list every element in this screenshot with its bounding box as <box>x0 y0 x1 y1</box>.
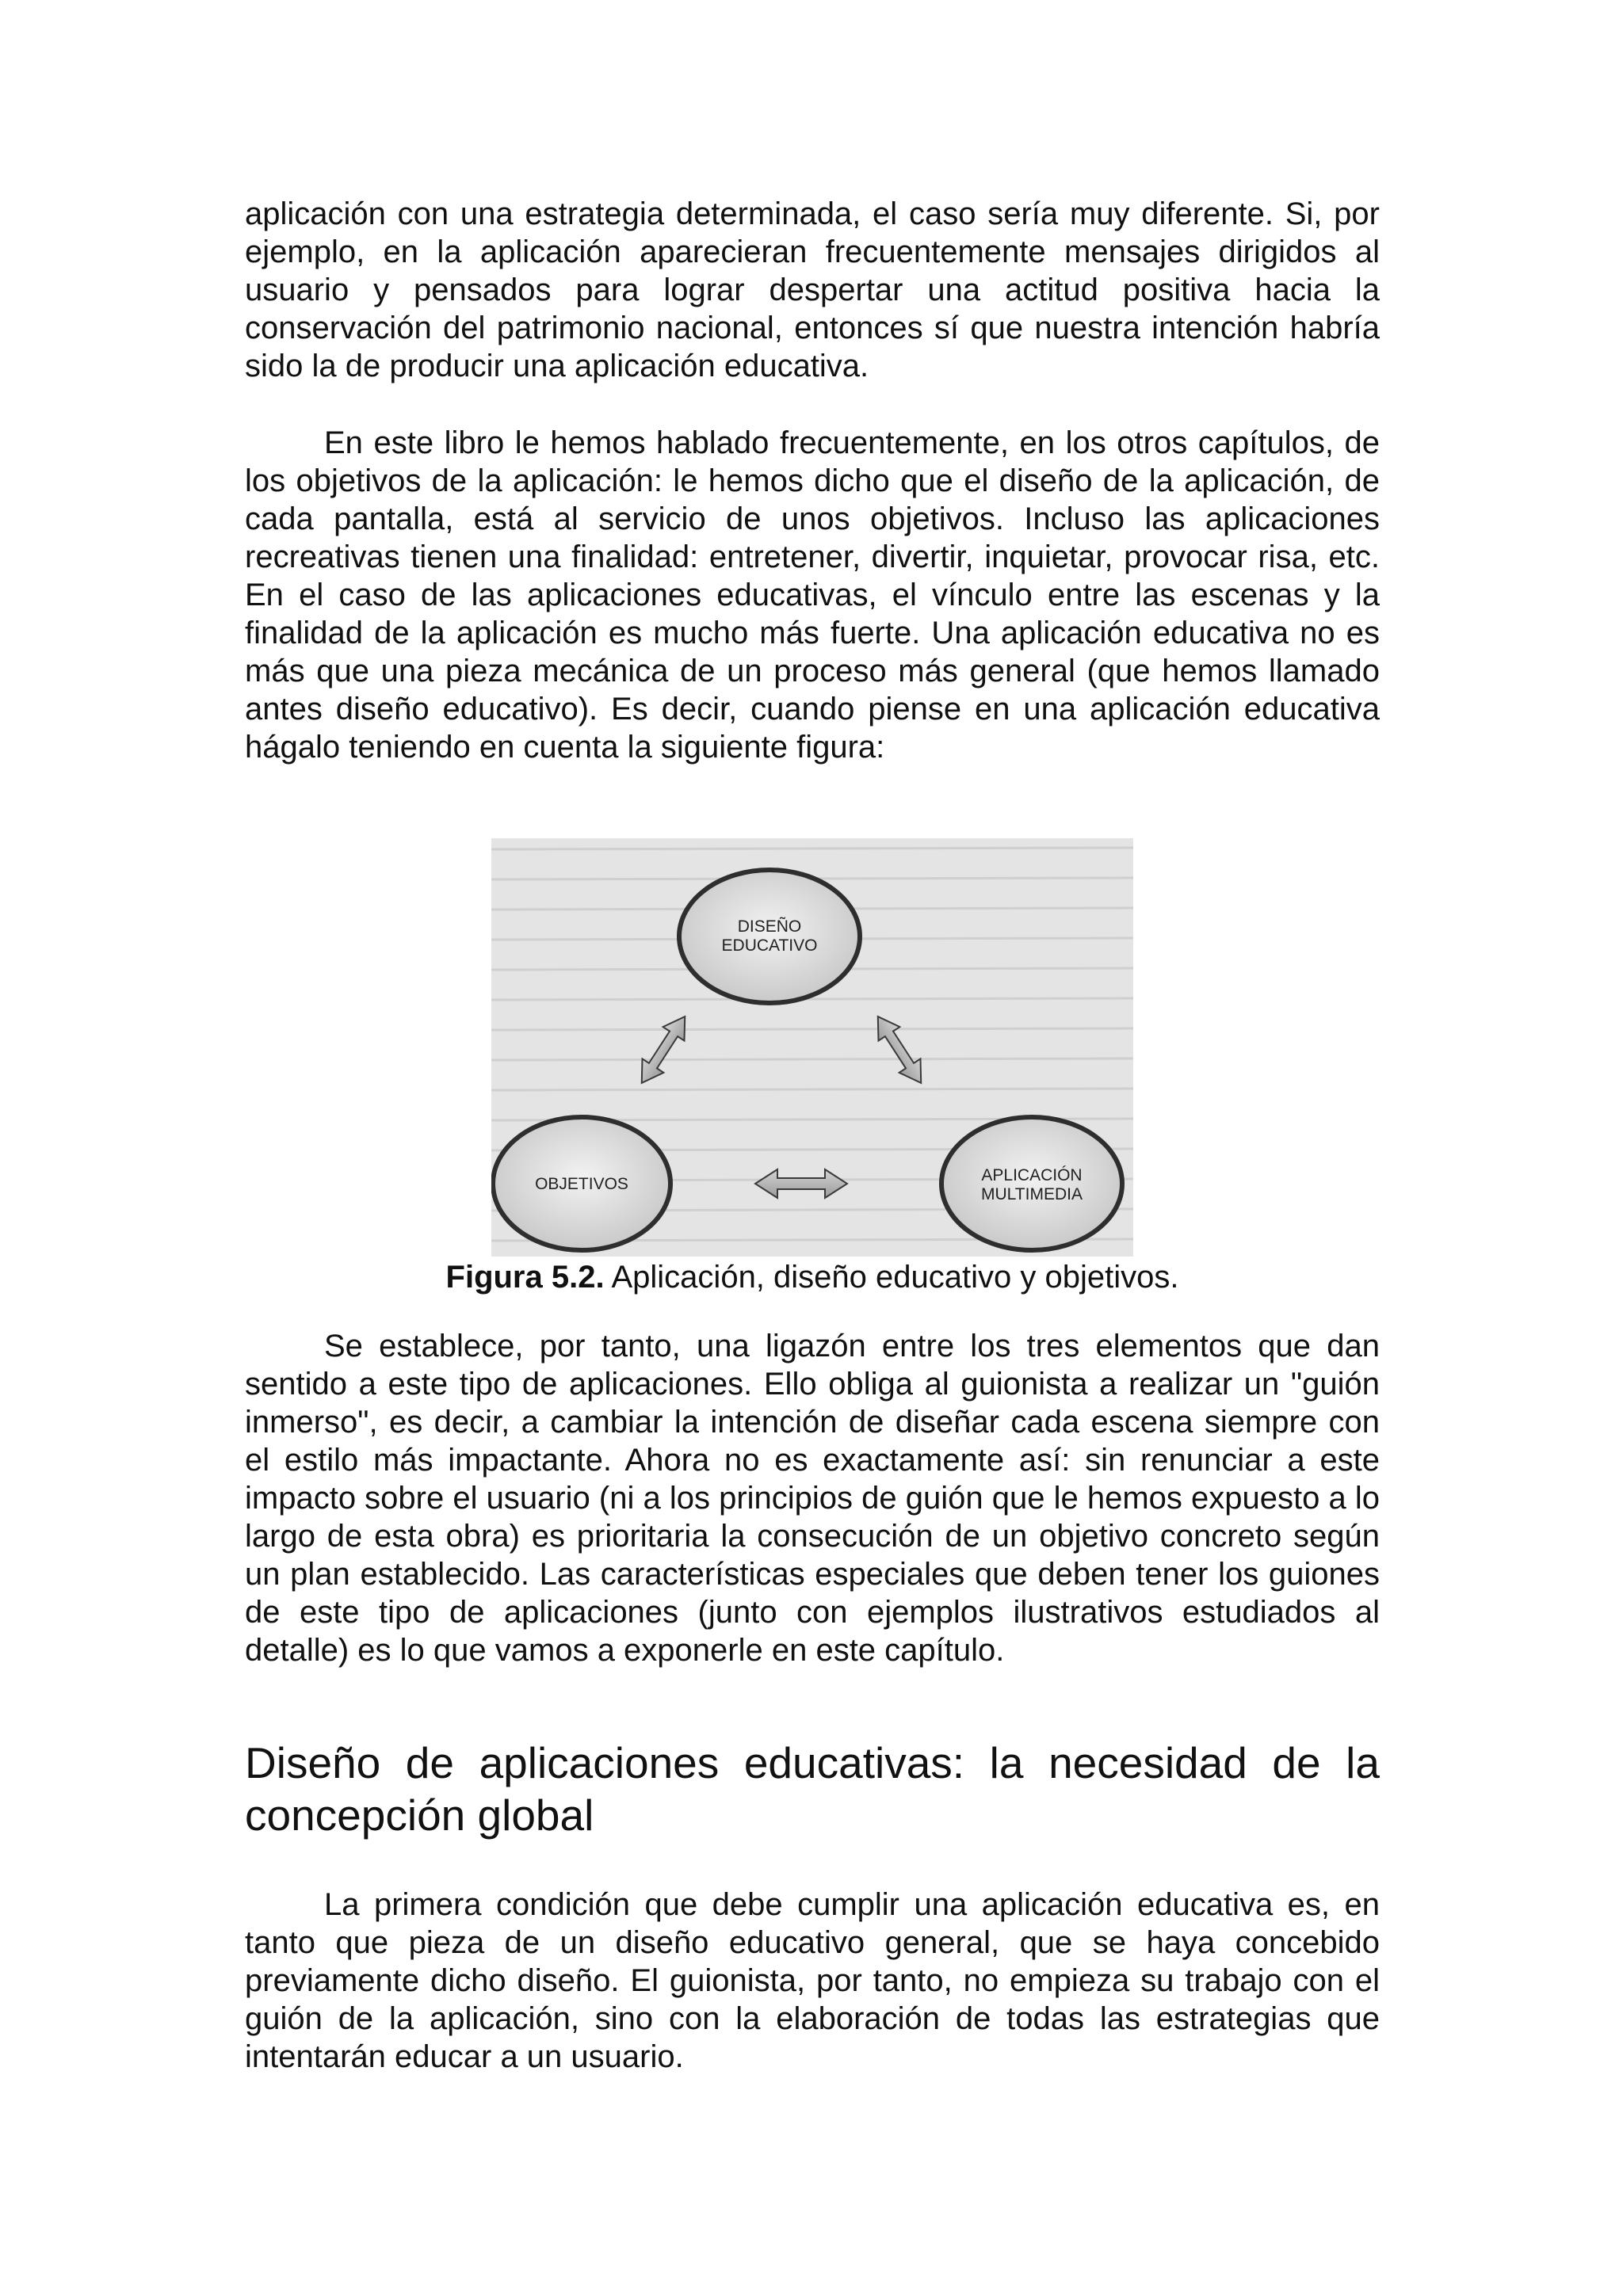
body-paragraph-3 <box>245 1327 1380 1669</box>
node-aplicacion-multimedia <box>941 1117 1122 1250</box>
node-diseno-educativo <box>679 870 860 1003</box>
node-objetivos <box>493 1117 670 1250</box>
body-paragraph-4 <box>245 1886 1380 2076</box>
paragraph-text: En este libro le hemos hablado frecuentemente, en los otros capítulos, de los objetivos de la aplicación: le hemos dicho que el diseño de la aplicación, de cada pantalla, está al servicio de unos objetivos. Incluso las aplicaciones recreativas tienen una finalidad: entretener, divertir, inquietar, provocar risa, etc. En el caso de las aplicaciones educativas, el vínculo entre las escenas y la finalidad de la aplicación es mucho más fuerte. Una aplicación educativa no es más que una pieza mecánica de un proceso más general (que hemos llamado antes diseño educativo). Es decir, cuando piense en una aplicación educativa hágalo teniendo en cuenta la siguiente figura: <box>245 425 1380 765</box>
paragraph-text: La primera condición que debe cumplir una aplicación educativa es, en tanto que pieza de un diseño educativo general, que se haya concebido previamente dicho diseño. El guionista, por tanto, no empieza su trabajo con el guión de la aplicación, sino con la elaboración de todas las estrategias que intentarán educar a un usuario. <box>245 1887 1380 2074</box>
arrow-right-diagonal <box>867 1009 931 1089</box>
paragraph-text: aplicación con una estrategia determinada, el caso sería muy diferente. Si, por ejemplo, en la aplicación aparecieran frecuentemente mensajes dirigidos al usuario y pensados para lograr despertar una actitud positiva hacia la conservación del patrimonio nacional, entonces sí que nuestra intención habría sido la de producir una aplicación educativa. <box>245 196 1380 383</box>
figure-diagram <box>491 838 1133 1257</box>
arrow-left-diagonal <box>631 1009 695 1089</box>
node-label-line-2: EDUCATIVO <box>721 936 818 955</box>
node-label-line-1: APLICACIÓN <box>981 1166 1083 1184</box>
cycle-diagram <box>491 838 1133 1257</box>
node-label-line-1: DISEÑO <box>737 917 802 936</box>
body-paragraph-2 <box>245 424 1380 766</box>
node-label-line-1: OBJETIVOS <box>535 1175 628 1193</box>
figure-caption <box>245 1258 1380 1296</box>
arrow-horizontal <box>755 1169 847 1198</box>
caption-label: Figura 5.2. <box>445 1260 605 1295</box>
paragraph-text: Se establece, por tanto, una ligazón entre los tres elementos que dan sentido a este tipo de aplicaciones. Ello obliga al guionista a realizar un "guión inmerso", es decir, a cambiar la intención de diseñar cada escena siempre con el estilo más impactante. Ahora no es exactamente así: sin renunciar a este impacto sobre el usuario (ni a los principios de guión que le hemos expuesto a lo largo de esta obra) es prioritaria la consecución de un objetivo concreto según un plan establecido. Las características especiales que deben tener los guiones de este tipo de aplicaciones (junto con ejemplos ilustrativos estudiados al detalle) es lo que vamos a exponerle en este capítulo. <box>245 1329 1380 1668</box>
node-label-line-2: MULTIMEDIA <box>981 1185 1083 1203</box>
section-heading: Diseño de aplicaciones educativas: la necesidad de la concepción global <box>245 1738 1380 1840</box>
caption-text: Aplicación, diseño educativo y objetivos. <box>604 1260 1179 1295</box>
body-paragraph-1 <box>245 195 1380 385</box>
